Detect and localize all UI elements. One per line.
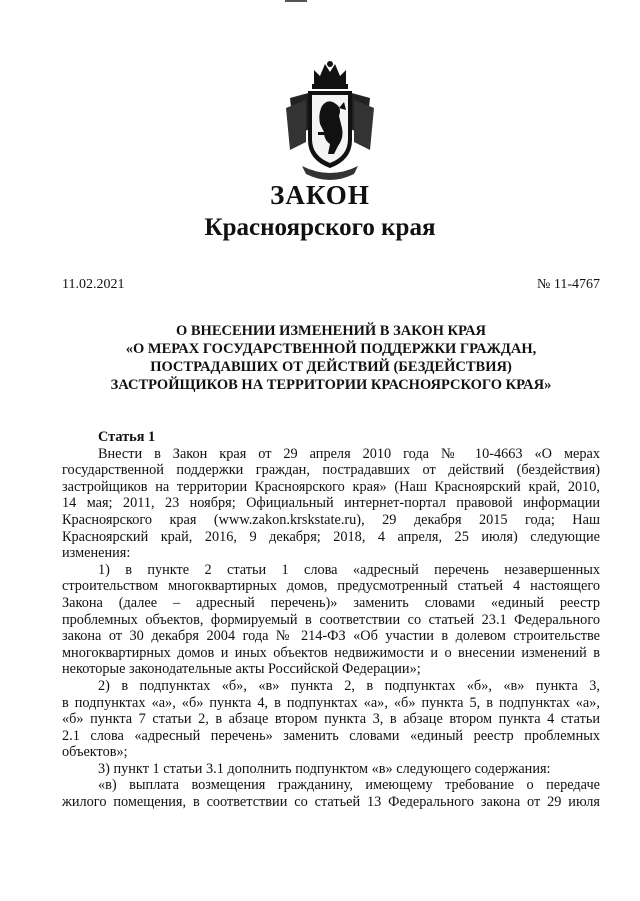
body-line: многоквартирных домов и иных объектов недвижимости и о внесении изменений в — [62, 644, 600, 661]
body-line: изменения: — [62, 545, 131, 562]
body-line: 14 мая; 2011, 23 ноября; Официальный интернет-портал правовой информации — [62, 495, 600, 512]
document-number: № 11-4767 — [537, 277, 600, 292]
body-line: государственной поддержки граждан, пострадавших от действий (бездействия) — [62, 462, 600, 479]
heading-line: О ВНЕСЕНИИ ИЗМЕНЕНИЙ В ЗАКОН КРАЯ — [175, 323, 487, 339]
document-body — [62, 429, 600, 811]
body-line: закона от 30 декабря 2004 года № 214-ФЗ «Об участии в долевом строительстве — [62, 628, 600, 645]
body-line: 3) пункт 1 статьи 3.1 дополнить подпунктом «в» следующего содержания: — [98, 760, 551, 777]
body-line: проблемных объектов, формируемый в соответствии со статьей 23.1 Федерального — [62, 611, 600, 628]
body-line: Красноярского края (www.zakon.krskstate.ru), 29 декабря 2015 года; Наш — [62, 511, 600, 528]
document-date: 11.02.2021 — [62, 277, 125, 292]
body-line: в подпунктах «а», «б» пункта 4, в подпунктах «а», «б» пункта 5, в подпунктах «а», — [62, 694, 600, 711]
body-line: объектов»; — [62, 744, 128, 761]
heading-line: ПОСТРАДАВШИХ ОТ ДЕЙСТВИЙ (БЕЗДЕЙСТВИЯ) — [150, 359, 512, 375]
body-line: Красноярский край, 2016, 9 декабря; 2018, 4 апреля, 25 июля) следующие — [62, 528, 600, 545]
heading-line: ЗАСТРОЙЩИКОВ НА ТЕРРИТОРИИ КРАСНОЯРСКОГО КРАЯ» — [110, 377, 552, 393]
body-line: Внести в Закон края от 29 апреля 2010 года № 10-4663 «О мерах — [98, 445, 600, 462]
body-line: 2) в подпунктах «б», «в» пункта 2, в подпунктах «б», «в» пункта 3, — [98, 677, 600, 694]
body-line: «б» пункта 7 статьи 2, в абзаце втором пункта 3, в абзаце втором пункта 4 статьи — [62, 711, 600, 728]
body-line: Закона (далее – адресный перечень)» заменить словами «единый реестр — [62, 594, 600, 611]
krasnoyarsk-coat-of-arms-emblem — [284, 58, 376, 180]
document-subtitle: Красноярского края — [204, 214, 436, 241]
body-line: застройщиков на территории Красноярского края» (Наш Красноярский край, 2010, — [62, 478, 600, 495]
document-title: ЗАКОН — [270, 180, 370, 210]
body-line: 2.1 слова «адресный перечень» заменить словами «единый реестр проблемных — [62, 727, 600, 744]
heading-line: «О МЕРАХ ГОСУДАРСТВЕННОЙ ПОДДЕРЖКИ ГРАЖДАН, — [125, 341, 537, 357]
article-title: Статья 1 — [98, 429, 156, 445]
law-heading — [62, 322, 600, 394]
top-scan-mark — [285, 0, 307, 2]
body-line: 1) в пункте 2 статьи 1 слова «адресный перечень незавершенных — [98, 561, 600, 578]
body-line: «в) выплата возмещения гражданину, имеющему требование о передаче — [98, 777, 600, 794]
body-line: некоторые законодательные акты Российской Федерации»; — [62, 661, 421, 678]
body-line: жилого помещения, в соответствии со статьей 13 Федерального закона от 29 июля — [62, 794, 600, 811]
body-line: строительством многоквартирных домов, предусмотренный статьей 4 настоящего — [62, 578, 600, 595]
